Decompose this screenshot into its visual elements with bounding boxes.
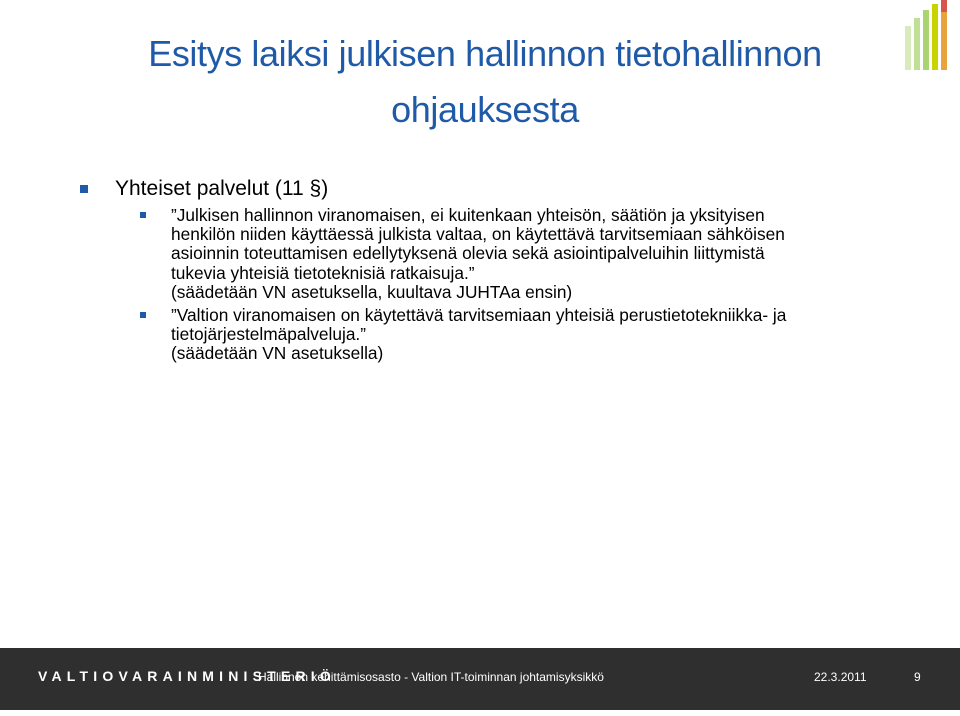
bullet-line: ”Julkisen hallinnon viranomaisen, ei kuitenkaan yhteisön, säätiön ja yksityisen — [171, 205, 765, 225]
square-bullet-icon — [140, 312, 146, 318]
bullet-line: asioinnin toteuttamisen edellytyksenä olevia sekä asiointipalveluihin liittymistä — [171, 243, 765, 264]
footer-date: 22.3.2011 — [814, 670, 867, 684]
bullet-line: henkilön niiden käyttäessä julkista valtaa, on käytettävä tarvitsemiaan sähköisen — [171, 224, 785, 245]
slide-title — [60, 26, 910, 138]
bullet-level1-text: Yhteiset palvelut (11 §) — [115, 177, 329, 200]
bar-graphic-logo-icon — [904, 0, 950, 70]
square-bullet-icon — [80, 185, 88, 193]
slide-title-line-2: ohjauksesta — [391, 89, 579, 130]
bullet-line: (säädetään VN asetuksella, kuultava JUHTAa ensin) — [171, 281, 573, 302]
footer-department: Hallinnon kehittämisosasto - Valtion IT-toiminnan johtamisyksikkö — [258, 670, 604, 684]
slide-footer — [0, 648, 960, 710]
bullet-line: tukevia yhteisiä tietoteknisiä ratkaisuja.” — [171, 262, 475, 283]
bullet-line: ”Valtion viranomaisen on käytettävä tarvitsemiaan yhteisiä perustietotekniikka- ja — [171, 305, 787, 325]
square-bullet-icon — [140, 212, 146, 218]
bullet-line: tietojärjestelmäpalveluja.” — [171, 324, 366, 345]
bullet-line: (säädetään VN asetuksella) — [171, 343, 384, 364]
page-number: 9 — [914, 670, 921, 684]
ministry-logo-text: VALTIOVARAINMINISTERIÖ — [38, 668, 336, 684]
slide-title-line-1: Esitys laiksi julkisen hallinnon tietohallinnon — [148, 33, 822, 74]
